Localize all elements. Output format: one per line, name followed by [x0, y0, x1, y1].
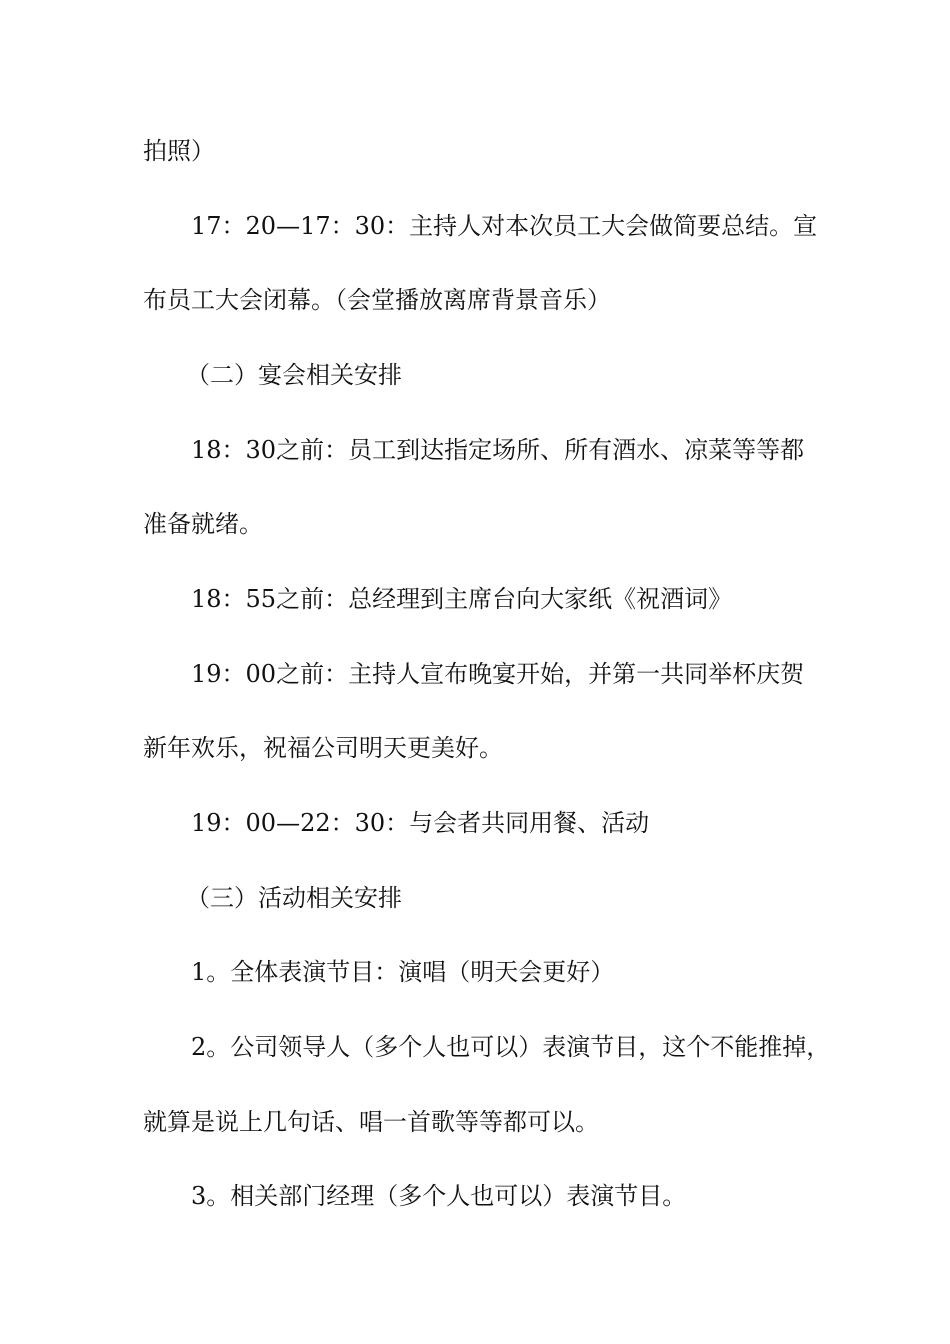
text-line-1900-2230: 19：00—22：30：与会者共同用餐、活动 — [191, 809, 650, 837]
section-heading-banquet: （二）宴会相关安排 — [186, 361, 402, 389]
list-item-2-cont: 就算是说上几句话、唱一首歌等等都可以。 — [143, 1108, 599, 1136]
text-line-closing-summary: 17：20—17：30：主持人对本次员工大会做简要总结。宣 — [191, 212, 818, 240]
text-line-1855: 18：55之前：总经理到主席台向大家纸《祝酒词》 — [191, 585, 733, 613]
text-line-1830-cont: 准备就绪。 — [143, 510, 263, 538]
list-item-3: 3。相关部门经理（多个人也可以）表演节目。 — [191, 1182, 687, 1210]
list-item-1: 1。全体表演节目：演唱（明天会更好） — [191, 958, 615, 986]
list-item-2: 2。公司领导人（多个人也可以）表演节目，这个不能推掉， — [191, 1033, 831, 1061]
text-line-1830: 18：30之前：员工到达指定场所、所有酒水、凉菜等等都 — [191, 436, 805, 464]
section-heading-activities: （三）活动相关安排 — [186, 884, 402, 912]
text-line-1900: 19：00之前：主持人宣布晚宴开始，并第一共同举杯庆贺 — [191, 660, 805, 688]
text-line-1900-cont: 新年欢乐，祝福公司明天更美好。 — [143, 734, 503, 762]
text-line-closing-summary-cont: 布员工大会闭幕。（会堂播放离席背景音乐） — [143, 286, 611, 314]
text-line-continuation: 拍照） — [143, 137, 215, 165]
